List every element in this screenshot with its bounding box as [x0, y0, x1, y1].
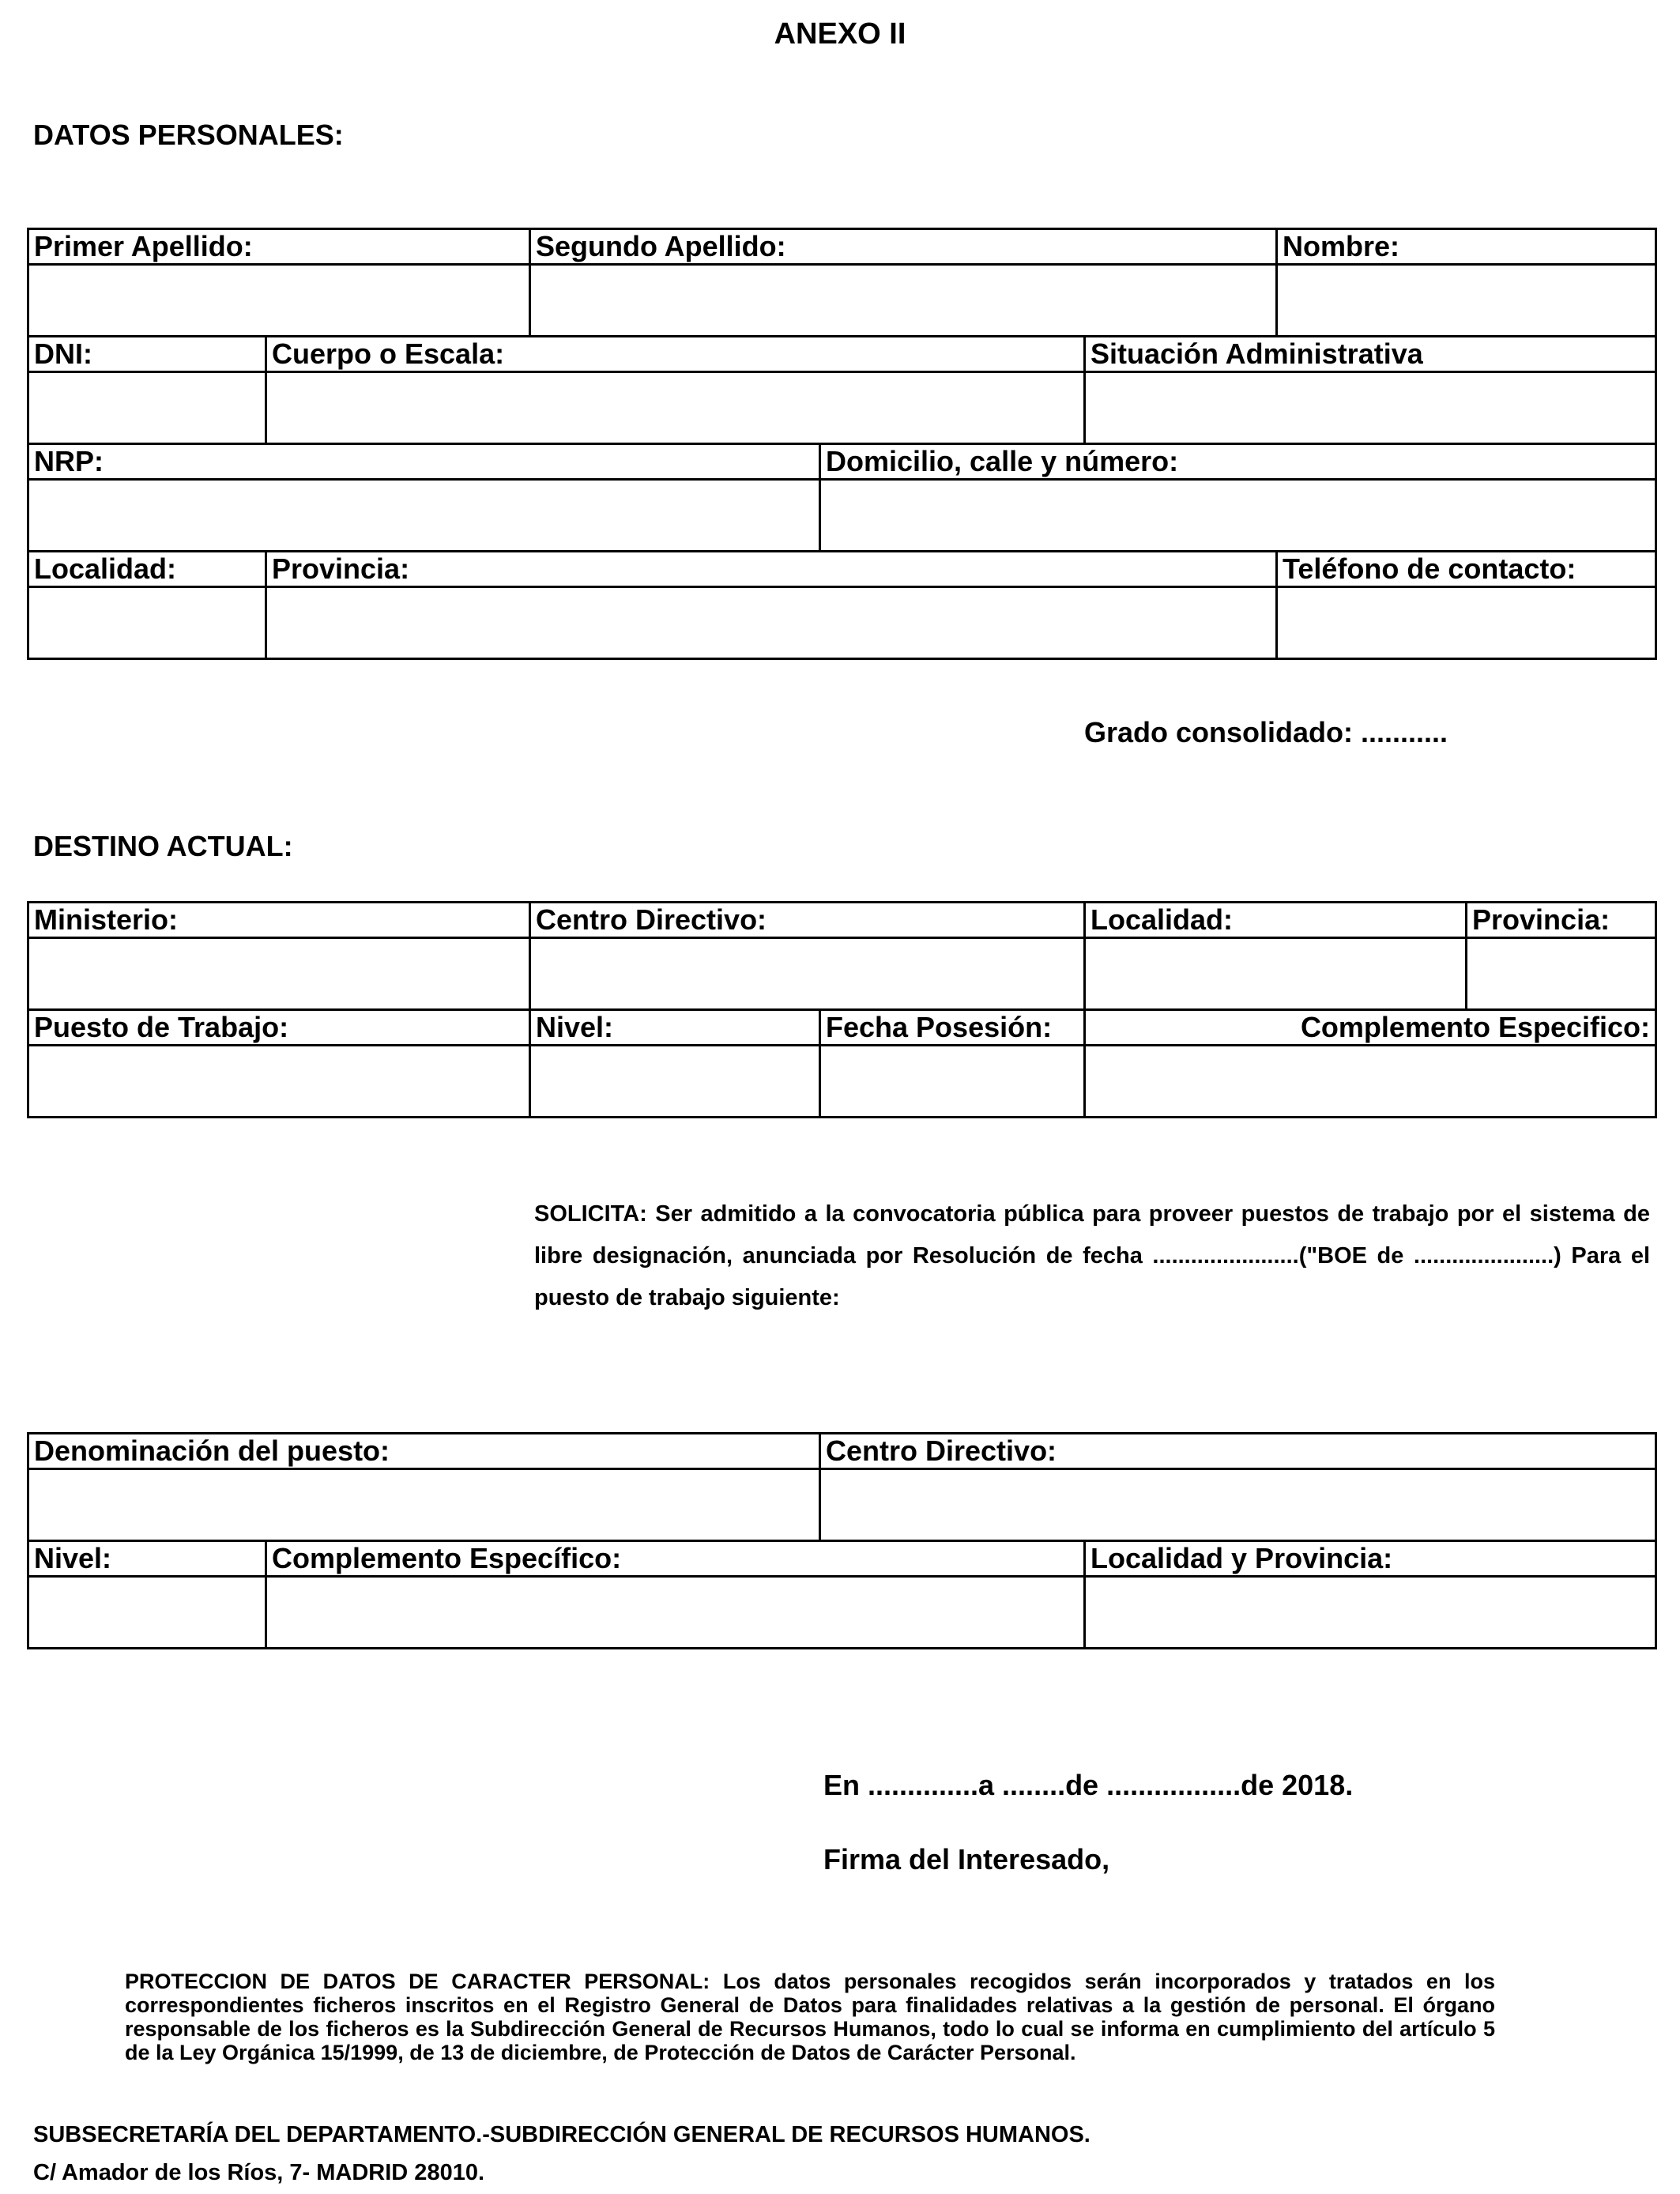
label-provincia: Provincia: — [266, 552, 1277, 587]
label-cuerpo-escala: Cuerpo o Escala: — [266, 337, 1085, 372]
field-dni[interactable] — [28, 372, 266, 444]
field-provincia[interactable] — [266, 587, 1277, 659]
field-ministerio[interactable] — [28, 938, 530, 1010]
field-complemento-solicitado[interactable] — [266, 1577, 1085, 1649]
field-provincia-destino[interactable] — [1467, 938, 1656, 1010]
footer-subsecretaria: SUBSECRETARÍA DEL DEPARTAMENTO.-SUBDIRECCIÓN GENERAL DE RECURSOS HUMANOS. — [33, 2122, 1090, 2147]
datos-personales-table — [27, 228, 1657, 660]
footer-direccion: C/ Amador de los Ríos, 7- MADRID 28010. — [33, 2160, 485, 2185]
document-title: ANEXO II — [774, 17, 906, 51]
field-segundo-apellido[interactable] — [530, 265, 1277, 337]
firma-interesado: Firma del Interesado, — [823, 1843, 1110, 1875]
field-nombre[interactable] — [1277, 265, 1656, 337]
destino-actual-table — [27, 901, 1657, 1118]
label-complemento-especifico: Complemento Especifico: — [1085, 1010, 1656, 1046]
field-telefono[interactable] — [1277, 587, 1656, 659]
field-denominacion-puesto[interactable] — [28, 1469, 820, 1541]
grado-consolidado: Grado consolidado: ........... — [1084, 716, 1448, 748]
label-nombre: Nombre: — [1277, 229, 1656, 265]
field-situacion-administrativa[interactable] — [1085, 372, 1656, 444]
field-nrp[interactable] — [28, 480, 820, 552]
field-domicilio[interactable] — [820, 480, 1656, 552]
label-localidad: Localidad: — [28, 552, 266, 587]
field-cuerpo-escala[interactable] — [266, 372, 1085, 444]
label-centro-directivo: Centro Directivo: — [530, 903, 1085, 938]
label-puesto-trabajo: Puesto de Trabajo: — [28, 1010, 530, 1046]
label-primer-apellido: Primer Apellido: — [28, 229, 530, 265]
label-provincia-destino: Provincia: — [1467, 903, 1656, 938]
label-centro-directivo-solicitado: Centro Directivo: — [820, 1434, 1656, 1469]
proteccion-datos-paragraph: PROTECCION DE DATOS DE CARACTER PERSONAL: Los datos personales recogidos serán incorporados y tratados en los correspondientes ficheros inscritos en el Registro General de Datos para finalidades relativas a la gestión de personal. El órgano responsable de los ficheros es la Subdirección General de Recursos Humanos, todo lo cual se informa en cumplimiento del artículo 5 de la Ley Orgánica 15/1999, de 13 de diciembre, de Protección de Datos de Carácter Personal. — [125, 1970, 1495, 2064]
field-puesto-trabajo[interactable] — [28, 1046, 530, 1118]
fecha-linea: En ..............a ........de .................de 2018. — [823, 1769, 1354, 1801]
label-dni: DNI: — [28, 337, 266, 372]
section-heading-destino-actual: DESTINO ACTUAL: — [33, 830, 293, 862]
field-primer-apellido[interactable] — [28, 265, 530, 337]
label-localidad-provincia: Localidad y Provincia: — [1085, 1541, 1656, 1577]
label-localidad-destino: Localidad: — [1085, 903, 1467, 938]
field-nivel[interactable] — [530, 1046, 820, 1118]
field-complemento-especifico[interactable] — [1085, 1046, 1656, 1118]
label-nivel-solicitado: Nivel: — [28, 1541, 266, 1577]
label-ministerio: Ministerio: — [28, 903, 530, 938]
label-situacion-administrativa: Situación Administrativa — [1085, 337, 1656, 372]
field-localidad-provincia[interactable] — [1085, 1577, 1656, 1649]
section-heading-datos-personales: DATOS PERSONALES: — [33, 119, 344, 151]
label-segundo-apellido: Segundo Apellido: — [530, 229, 1277, 265]
field-centro-directivo[interactable] — [530, 938, 1085, 1010]
label-telefono: Teléfono de contacto: — [1277, 552, 1656, 587]
label-denominacion-puesto: Denominación del puesto: — [28, 1434, 820, 1469]
label-complemento-solicitado: Complemento Específico: — [266, 1541, 1085, 1577]
label-fecha-posesion: Fecha Posesión: — [820, 1010, 1085, 1046]
label-domicilio: Domicilio, calle y número: — [820, 444, 1656, 480]
label-nivel: Nivel: — [530, 1010, 820, 1046]
puesto-solicitado-table — [27, 1432, 1657, 1649]
label-nrp: NRP: — [28, 444, 820, 480]
solicita-paragraph: SOLICITA: Ser admitido a la convocatoria pública para proveer puestos de trabajo por el sistema de libre designación, anunciada por Resolución de fecha .......................("BOE de ......................) Para el puesto de trabajo siguiente: — [534, 1201, 1650, 1310]
field-nivel-solicitado[interactable] — [28, 1577, 266, 1649]
field-centro-directivo-solicitado[interactable] — [820, 1469, 1656, 1541]
field-localidad-destino[interactable] — [1085, 938, 1467, 1010]
field-localidad[interactable] — [28, 587, 266, 659]
field-fecha-posesion[interactable] — [820, 1046, 1085, 1118]
